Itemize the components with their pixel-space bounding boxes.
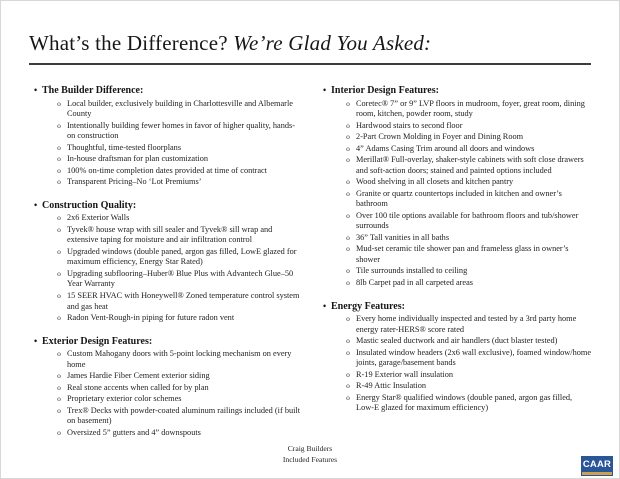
list-item bbox=[29, 406, 302, 427]
circle-bullet-icon: o bbox=[346, 314, 350, 324]
list-item bbox=[318, 370, 591, 381]
circle-bullet-icon: o bbox=[346, 210, 350, 220]
circle-bullet-icon: o bbox=[57, 382, 61, 392]
list-item-text: Coretec® 7” or 9” LVP floors in mudroom, foyer, great room, dining room, kitchen, powder room, study bbox=[356, 98, 585, 119]
section-interior-design bbox=[318, 85, 591, 289]
list-item bbox=[318, 233, 591, 244]
list-item-text: Upgrading subflooring–Huber® Blue Plus with Advantech Glue–50 Year Warranty bbox=[67, 268, 294, 289]
list-item-text: Upgraded windows (double paned, argon gas filled, LowE glazed for maximum efficiency, Energy Star Rated) bbox=[67, 246, 297, 267]
list-item-text: Granite or quartz countertops included in kitchen and owner’s bathroom bbox=[356, 188, 562, 209]
section-heading bbox=[29, 85, 302, 96]
section-heading-text: Energy Features: bbox=[331, 300, 405, 312]
circle-bullet-icon: o bbox=[57, 246, 61, 256]
section-builder-difference bbox=[29, 85, 302, 188]
circle-bullet-icon: o bbox=[346, 232, 350, 242]
bullet-icon: • bbox=[34, 199, 38, 210]
list-item bbox=[29, 291, 302, 312]
list-item bbox=[318, 314, 591, 335]
section-heading bbox=[29, 200, 302, 211]
circle-bullet-icon: o bbox=[57, 98, 61, 108]
list-item-text: Custom Mahogany doors with 5-point locking mechanism on every home bbox=[67, 349, 292, 369]
section-heading-text: The Builder Difference: bbox=[42, 85, 144, 96]
caar-logo bbox=[581, 456, 613, 476]
list-item-text: Intentionally building fewer homes in favor of higher quality, hands-on construction bbox=[67, 120, 296, 141]
circle-bullet-icon: o bbox=[346, 155, 350, 165]
list-item bbox=[318, 211, 591, 232]
item-list bbox=[29, 213, 302, 323]
list-item-text: Trex® Decks with powder-coated aluminum railings included (if built on basement) bbox=[67, 405, 301, 426]
column-right bbox=[318, 85, 591, 450]
list-item-text: 4” Adams Casing Trim around all doors and windows bbox=[356, 143, 535, 153]
list-item bbox=[318, 336, 591, 347]
section-heading-text: Interior Design Features: bbox=[331, 85, 439, 96]
circle-bullet-icon: o bbox=[346, 278, 350, 287]
list-item-text: Merillat® Full-overlay, shaker-style cabinets with soft close drawers and soft-action doors; stained and painted options included bbox=[356, 155, 584, 175]
list-item bbox=[318, 189, 591, 210]
list-item-text: 100% on-time completion dates provided at time of contract bbox=[67, 165, 267, 175]
circle-bullet-icon: o bbox=[346, 143, 350, 153]
circle-bullet-icon: o bbox=[57, 427, 61, 437]
list-item bbox=[318, 155, 591, 176]
page-title-regular: What’s the Difference? bbox=[29, 31, 228, 55]
list-item-text: Energy Star® qualified windows (double paned, argon gas filled, Low-E glazed for maximum efficiency) bbox=[356, 392, 573, 413]
section-heading bbox=[318, 85, 591, 96]
circle-bullet-icon: o bbox=[57, 224, 61, 234]
list-item-text: 2x6 Exterior Walls bbox=[67, 213, 130, 223]
list-item bbox=[29, 121, 302, 142]
footer-note bbox=[1, 443, 619, 465]
circle-bullet-icon: o bbox=[346, 177, 350, 187]
page-title-italic: We’re Glad You Asked: bbox=[227, 31, 432, 55]
bullet-icon: • bbox=[34, 85, 38, 95]
section-heading bbox=[29, 336, 302, 347]
section-construction-quality bbox=[29, 200, 302, 324]
circle-bullet-icon: o bbox=[57, 268, 61, 278]
footer-line2: Included Features bbox=[282, 455, 338, 464]
list-item bbox=[29, 143, 302, 154]
list-item-text: Radon Vent-Rough-in piping for future radon vent bbox=[67, 313, 235, 323]
circle-bullet-icon: o bbox=[346, 266, 350, 276]
circle-bullet-icon: o bbox=[346, 392, 350, 402]
section-exterior-design bbox=[29, 336, 302, 439]
list-item bbox=[29, 247, 302, 268]
section-heading bbox=[318, 301, 591, 312]
list-item-text: R-49 Attic Insulation bbox=[356, 381, 427, 391]
list-item-text: 2-Part Crown Molding in Foyer and Dining Room bbox=[356, 132, 524, 142]
item-list bbox=[318, 314, 591, 414]
circle-bullet-icon: o bbox=[57, 154, 61, 164]
column-left bbox=[29, 85, 302, 450]
bullet-icon: • bbox=[323, 300, 327, 311]
section-energy-features bbox=[318, 301, 591, 414]
circle-bullet-icon: o bbox=[57, 142, 61, 152]
list-item-text: 15 SEER HVAC with Honeywell® Zoned temperature control system and gas heat bbox=[67, 290, 300, 311]
list-item-text: 36” Tall vanities in all baths bbox=[356, 232, 450, 242]
list-item-text: Tyvek® house wrap with sill sealer and Tyvek® sill wrap and extensive taping for moisture and air infiltration control bbox=[67, 224, 273, 245]
list-item-text: Tile surrounds installed to ceiling bbox=[356, 266, 468, 276]
list-item bbox=[318, 144, 591, 155]
list-item bbox=[29, 213, 302, 224]
list-item-text: James Hardie Fiber Cement exterior siding bbox=[67, 371, 210, 381]
circle-bullet-icon: o bbox=[57, 349, 61, 359]
list-item-text: Insulated window headers (2x6 wall exclusive), foamed window/home joints, garage/basement bands bbox=[356, 347, 592, 368]
list-item-text: In-house draftsman for plan customization bbox=[67, 154, 209, 164]
list-item-text: Wood shelving in all closets and kitchen pantry bbox=[356, 177, 514, 187]
circle-bullet-icon: o bbox=[57, 177, 61, 187]
list-item-text: Oversized 5” gutters and 4” downspouts bbox=[67, 427, 201, 437]
list-item bbox=[29, 371, 302, 382]
circle-bullet-icon: o bbox=[57, 371, 61, 381]
list-item-text: Local builder, exclusively building in Charlottesville and Albemarle County bbox=[67, 98, 293, 119]
circle-bullet-icon: o bbox=[346, 188, 350, 198]
item-list bbox=[318, 99, 591, 289]
list-item-text: Thoughtful, time-tested floorplans bbox=[67, 142, 182, 152]
list-item bbox=[318, 177, 591, 188]
list-item-text: Over 100 tile options available for bathroom floors and tub/shower surrounds bbox=[356, 210, 579, 231]
circle-bullet-icon: o bbox=[346, 98, 350, 108]
list-item bbox=[318, 121, 591, 132]
bullet-icon: • bbox=[34, 335, 38, 346]
circle-bullet-icon: o bbox=[57, 290, 61, 300]
circle-bullet-icon: o bbox=[57, 405, 61, 415]
list-item bbox=[29, 166, 302, 177]
section-heading-text: Construction Quality: bbox=[42, 199, 137, 211]
list-item bbox=[318, 266, 591, 277]
list-item bbox=[318, 393, 591, 414]
page-title bbox=[29, 31, 591, 65]
list-item-text: Hardwood stairs to second floor bbox=[356, 120, 463, 130]
circle-bullet-icon: o bbox=[57, 394, 61, 404]
circle-bullet-icon: o bbox=[346, 120, 350, 130]
list-item bbox=[318, 132, 591, 143]
list-item bbox=[318, 348, 591, 369]
circle-bullet-icon: o bbox=[57, 313, 61, 323]
item-list bbox=[29, 349, 302, 438]
list-item-text: Real stone accents when called for by plan bbox=[67, 382, 209, 392]
circle-bullet-icon: o bbox=[57, 213, 61, 223]
footer-line1: Craig Builders bbox=[287, 444, 333, 453]
list-item bbox=[29, 313, 302, 324]
list-item bbox=[29, 225, 302, 246]
list-item bbox=[29, 269, 302, 290]
circle-bullet-icon: o bbox=[57, 165, 61, 175]
circle-bullet-icon: o bbox=[346, 336, 350, 346]
page-header bbox=[29, 31, 591, 65]
list-item-text: Proprietary exterior color schemes bbox=[67, 394, 182, 404]
circle-bullet-icon: o bbox=[346, 132, 350, 142]
list-item-text: Mud-set ceramic tile shower pan and frameless glass in owner’s shower bbox=[356, 244, 569, 264]
list-item bbox=[29, 349, 302, 370]
list-item-text: Transparent Pricing–No ‘Lot Premiums’ bbox=[67, 177, 202, 187]
list-item-text: 8lb Carpet pad in all carpeted areas bbox=[356, 278, 474, 287]
list-item-text: Mastic sealed ductwork and air handlers (duct blaster tested) bbox=[356, 336, 558, 346]
bullet-icon: • bbox=[323, 85, 327, 95]
list-item bbox=[29, 177, 302, 188]
caar-logo-bar bbox=[582, 472, 612, 475]
two-column-content bbox=[29, 85, 591, 450]
circle-bullet-icon: o bbox=[346, 369, 350, 379]
item-list bbox=[29, 99, 302, 188]
list-item bbox=[29, 394, 302, 405]
list-item bbox=[29, 154, 302, 165]
section-heading-text: Exterior Design Features: bbox=[42, 335, 153, 347]
list-item-text: Every home individually inspected and tested by a 3rd party home energy rater-HERS® score rated bbox=[356, 314, 577, 334]
list-item bbox=[318, 381, 591, 392]
list-item bbox=[318, 278, 591, 289]
circle-bullet-icon: o bbox=[57, 120, 61, 130]
circle-bullet-icon: o bbox=[346, 381, 350, 391]
caar-logo-text: CAAR bbox=[582, 459, 612, 470]
circle-bullet-icon: o bbox=[346, 244, 350, 254]
list-item-text: R-19 Exterior wall insulation bbox=[356, 369, 454, 379]
list-item bbox=[318, 99, 591, 120]
circle-bullet-icon: o bbox=[346, 347, 350, 357]
list-item bbox=[29, 99, 302, 120]
list-item bbox=[29, 383, 302, 394]
list-item bbox=[318, 244, 591, 265]
list-item bbox=[29, 428, 302, 439]
